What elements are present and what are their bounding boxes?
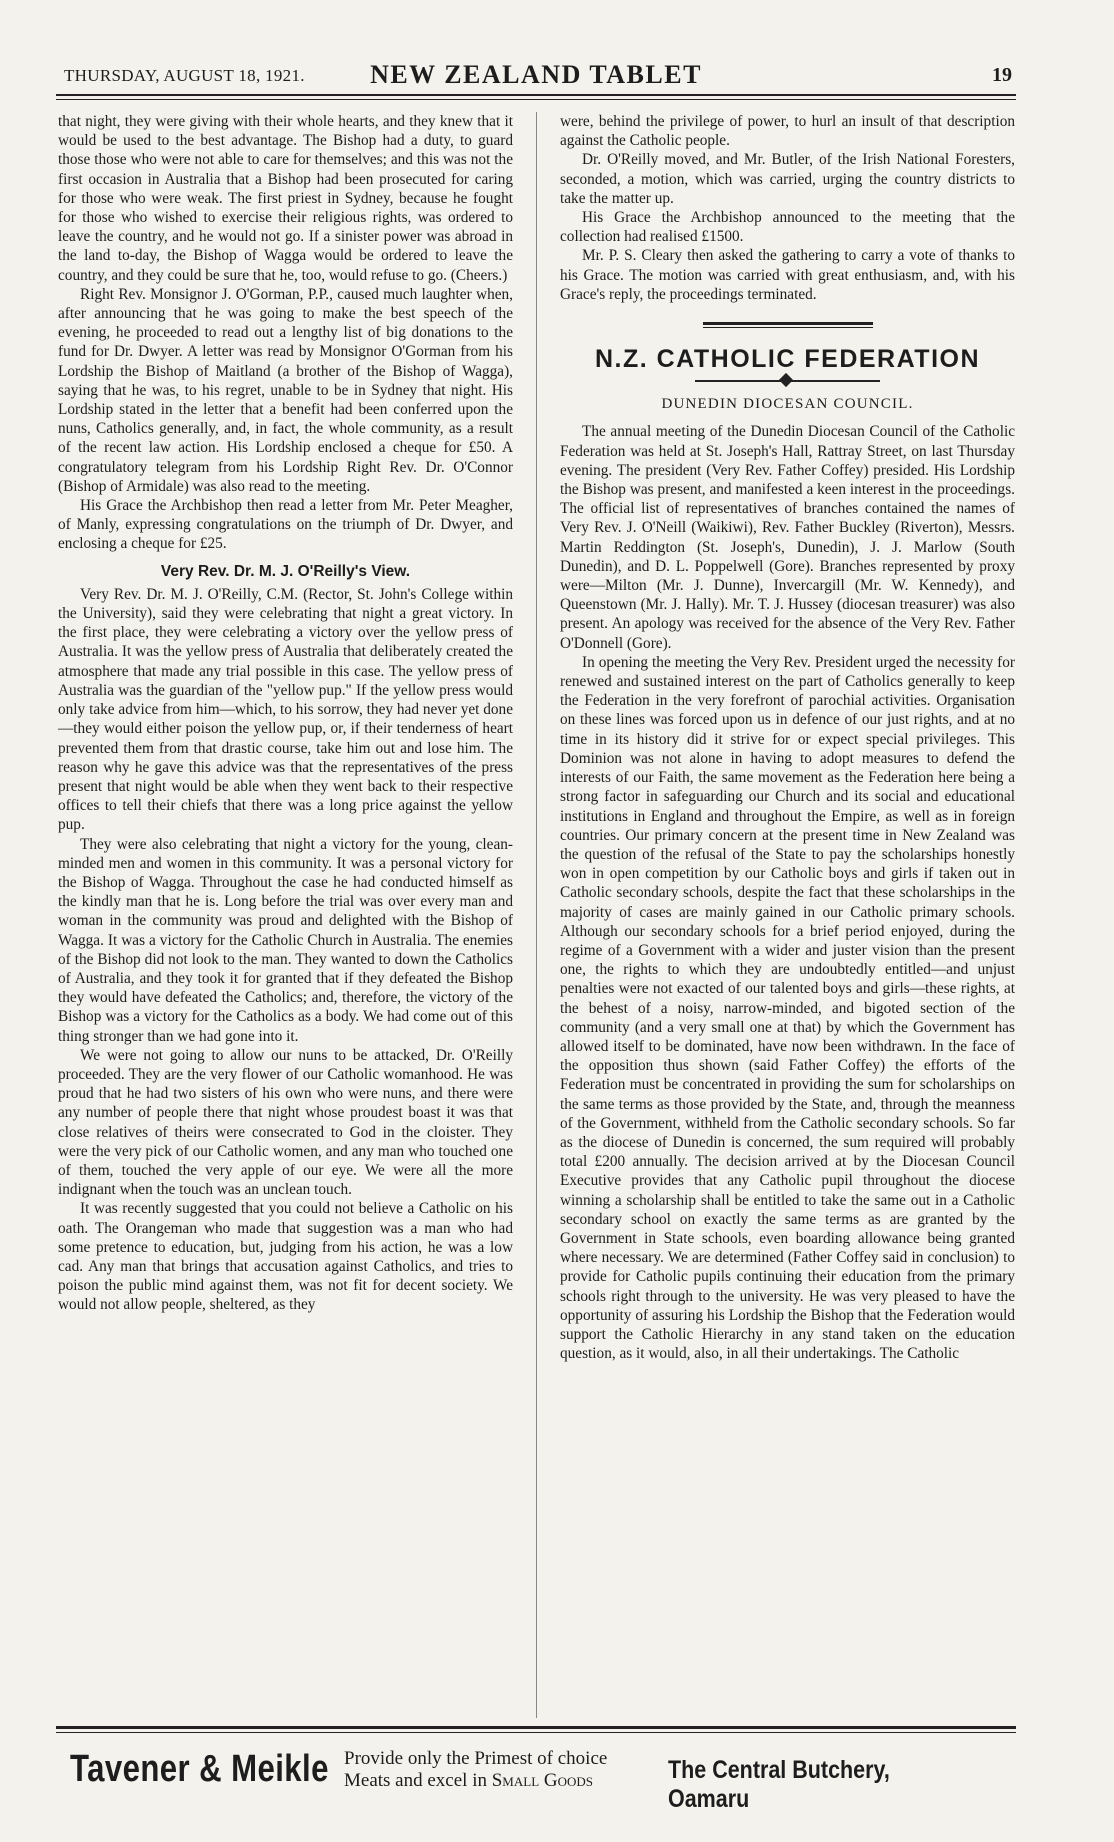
article-paragraph: The annual meeting of the Dunedin Diocesan Council of the Catholic Federation was held at St. Joseph's Hall, Rattray Street, on last Thursday evening. The president (Very Rev. Father Coffey) presided. His Lordship the Bishop was present, and manifested a keen interest in the proceedings. The official list of representatives of branches contained the names of Very Rev. J. O'Neill (Waikiwi), Rev. Father Buckley (Riverton), Messrs. Martin Reddington (St. Joseph's, Dunedin), J. J. Marlow (South Dunedin), and D. L. Poppelwell (Gore). Branches represented by proxy were—Milton (Mr. J. Dunne), Invercargill (Mr. W. Kennedy), and Queenstown (Mr. J. Hally). Mr. T. J. Hussey (diocesan treasurer) was also present. An apology was received for the absence of the Very Rev. Father O'Donnell (Gore). [560, 423, 1015, 652]
page-number: 19 [992, 64, 1012, 86]
page-header [56, 58, 1016, 88]
ad-copy-smallcaps: Small Goods [491, 1770, 593, 1791]
footer-rule-thin [56, 1732, 1016, 1733]
left-column [58, 112, 513, 1315]
footer-rule [56, 1726, 1016, 1729]
title-ornament [560, 375, 1015, 387]
article-paragraph: In opening the meeting the Very Rev. President urged the necessity for renewed and sustained interest on the part of Catholics generally to keep the Federation in the very forefront of parochial activities. Organisation on these lines was forced upon us in defence of our just rights, and at no time in its history did it strive for or expect special privileges. This Dominion was not alone in having to adopt measures to defend the interests of our Faith, the same movement as the Federation here being a strong factor in safeguarding our Church and its social and educational institutions in England and throughout the Empire, as well as in foreign countries. Our primary concern at the present time in New Zealand was the question of the refusal of the State to pay the scholarships honestly won in open competition by our Catholic boys and girls if taken out in Catholic secondary schools, despite the fact that these scholarships in the majority of cases are mainly gained in our Catholic primary schools. Although our secondary schools for a brief period enjoyed, during the regime of a Government with a wider and juster vision than the present one, the rights to which they are undoubtedly entitled—and unjust penalties were not exacted of our talented boys and girls—these rights, at the behest of a noisy, narrow-minded, and bigoted section of the community (and a very small one at that) by which the Government has allowed itself to be dominated, have now been withdrawn. In the face of the opposition thus shown (said Father Coffey) the efforts of the Federation must be concentrated in providing the sum for scholarships on the same terms as those provided by the State, and, through the meanness of the Government, withheld from the Catholic secondary schools. So far as the diocese of Dunedin is concerned, the sum required will probably total £200 annually. The decision arrived at by the Diocesan Council Executive provides that any Catholic pupil throughout the diocese winning a scholarship shall be entitled to take the same out in a Catholic secondary school on exactly the same terms as are granted by the Government in State schools, even boarding allowance being granted where necessary. We are determined (Father Coffey said in conclusion) to provide for Catholic pupils continuing their education from the primary schools right through to the university. He was very pleased to have the opportunity of assuring his Lordship the Bishop that the Federation would support the Catholic Hierarchy in any stand taken on the education question, as it would, also, in all their undertakings. The Catholic [560, 653, 1015, 1363]
article-paragraph: They were also celebrating that night a victory for the young, clean-minded men and women in this community. It was a personal victory for the Bishop of Wagga. Throughout the case he had conducted himself as the kindly man that he is. Long before the trial was over every man and woman in the community was proud and delighted with the Bishop of Wagga. It was a victory for the Catholic Church in Australia. The enemies of the Bishop did not look to the man. They wanted to down the Catholics of Australia, and they took it for granted that if they defeated the Bishop they would have defeated the Catholics; and, therefore, the victory of the Bishop was a victory for the Catholics as a body. We had come out of this thing stronger than we had gone into it. [58, 835, 513, 1045]
ad-copy-text: Meats and excel in [344, 1770, 492, 1791]
article-paragraph: It was recently suggested that you could not believe a Catholic on his oath. The Orangeman who made that suggestion was a man who had some pretence to education, but, judging from his action, he was a low cad. Any man that brings that accusation against Catholics, and tries to poison the public mind against them, was not fit for decent society. We would not allow people, sheltered, as they [58, 1200, 513, 1314]
right-column [560, 112, 1015, 1363]
section-separator [703, 322, 873, 328]
article-paragraph: Dr. O'Reilly moved, and Mr. Butler, of the Irish National Foresters, seconded, a motion, which was carried, urging the country districts to take the matter up. [560, 151, 1015, 207]
article-paragraph: We were not going to allow our nuns to be attacked, Dr. O'Reilly proceeded. They are the very flower of our Catholic womanhood. He was proud that he had two sisters of his own who were nuns, and there were any number of people there that night whose proudest boast it was that close relatives of theirs were consecrated to God in the cloister. They were the very pick of our Catholic women, and any man who touched one of them, touched the very apple of our eye. We were all the more indignant when the touch was an unclean touch. [58, 1046, 513, 1199]
ad-copy-line [344, 1770, 644, 1792]
advertiser-name: Tavener & Meikle [70, 1748, 329, 1790]
section-subtitle: DUNEDIN DIOCESAN COUNCIL. [661, 396, 914, 413]
header-date: THURSDAY, AUGUST 18, 1921. [64, 66, 305, 85]
article-paragraph: Very Rev. Dr. M. J. O'Reilly, C.M. (Rector, St. John's College within the University), said they were celebrating that night a great victory. In the first place, they were celebrating a victory over the yellow press of Australia. It was the yellow press of Australia that deliberately created the atmosphere that made any trial possible in this case. The yellow press of Australia was the guardian of the "yellow pup." If the yellow press would only take advice from him—which, to his sorrow, they had never yet done—they would either poison the yellow pup, or, if their tenderness of heart prevented them from that drastic course, take him out and lose him. The reason why he gave this advice was that the representatives of the press present that night would be able when they went back to their respective offices to tell their chiefs that there was a long price against the yellow pup. [58, 585, 513, 834]
advertisement-copy [344, 1748, 644, 1792]
butchery-name: The Central Butchery, Oamaru [668, 1756, 890, 1813]
article-paragraph: His Grace the Archbishop then read a letter from Mr. Peter Meagher, of Manly, expressing congratulations on the triumph of Dr. Dwyer, and enclosing a cheque for £25. [58, 497, 513, 553]
ad-copy-line: Provide only the Primest of choice [344, 1748, 608, 1769]
article-paragraph: Right Rev. Monsignor J. O'Gorman, P.P., caused much laughter when, after announcing that he was going to make the best speech of the evening, he proceeded to read out a lengthy list of big donations to the fund for Dr. Dwyer. A letter was read by Monsignor O'Gorman from his Lordship the Bishop of Maitland (a brother of the Bishop of Wagga), saying that he was, to his regret, unable to be in Sydney that night. His Lordship stated in the letter that a benefit had been conferred upon the nuns, Catholics generally, and, in fact, the whole community, as a result of the recent law action. His Lordship enclosed a cheque for £50. A congratulatory telegram from his Lordship Right Rev. Dr. O'Connor (Bishop of Armidale) was also read to the meeting. [58, 285, 513, 495]
article-subheading: Very Rev. Dr. M. J. O'Reilly's View. [160, 562, 411, 580]
header-rule-thin [56, 99, 1016, 100]
section-title: N.Z. CATHOLIC FEDERATION [594, 345, 981, 374]
article-paragraph: that night, they were giving with their whole hearts, and they knew that it would be used to the best advantage. The Bishop had a duty, to guard those those who were not able to care for themselves; and this was not the first occasion in Australia that a Bishop had been prosecuted for caring for those who were weak. The first priest in Sydney, because he fought for those who wished to exercise their religious rights, was ordered to leave the country, and he would not go. If a sinister power was abroad in the land to-day, the Bishop of Wagga would be ordered to leave the country, and they could be sure that he, too, would refuse to go. (Cheers.) [58, 113, 513, 284]
article-paragraph: His Grace the Archbishop announced to the meeting that the collection had realised £1500. [560, 209, 1015, 246]
ornament-diamond [779, 373, 793, 387]
masthead-title: NEW ZEALAND TABLET [370, 60, 702, 89]
column-divider [536, 112, 537, 1718]
header-rule [56, 94, 1016, 96]
advertisement-banner [56, 1740, 1016, 1813]
article-paragraph: were, behind the privilege of power, to hurl an insult of that description against the Catholic people. [560, 113, 1015, 150]
article-paragraph: Mr. P. S. Cleary then asked the gathering to carry a vote of thanks to his Grace. The motion was carried with great enthusiasm, and, with his Grace's reply, the proceedings terminated. [560, 247, 1015, 303]
